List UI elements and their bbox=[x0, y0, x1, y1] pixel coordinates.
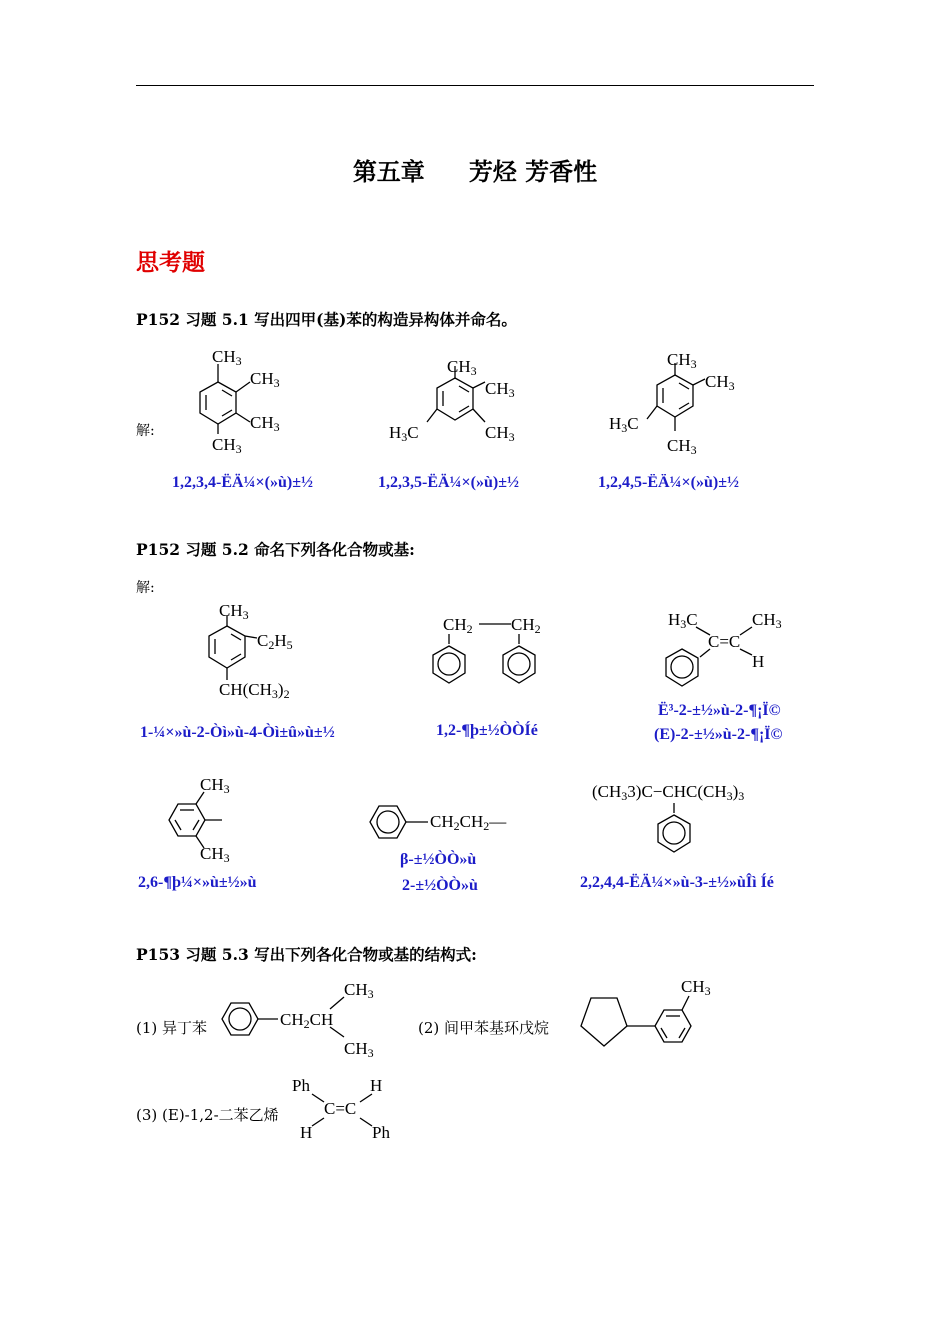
svg-text:CH3: CH3 bbox=[667, 350, 697, 371]
svg-text:CH3: CH3 bbox=[485, 379, 515, 400]
answer-5-2-d: (E)-2-±½»ù-2-¶¡Ï© bbox=[654, 726, 783, 743]
question-5-3-heading: P153 习题 5.3 写出下列各化合物或基的结构式: bbox=[136, 945, 477, 964]
structure-diphenylethane bbox=[425, 610, 560, 690]
svg-text:CH3: CH3 bbox=[212, 435, 242, 456]
svg-text:C=C: C=C bbox=[708, 632, 741, 651]
answer-label-5-1: 解: bbox=[136, 423, 155, 439]
svg-text:CH3: CH3 bbox=[447, 357, 477, 378]
structure-1245-tetramethylbenzene bbox=[605, 345, 765, 460]
answer-5-2-f: β-±½ÒÒ»ù bbox=[400, 851, 477, 868]
structure-e-stilbene bbox=[290, 1072, 400, 1147]
svg-text:CH2: CH2 bbox=[511, 615, 541, 636]
answer-5-2-e: 2,6-¶þ¼×»ù±½»ù bbox=[138, 874, 257, 891]
structure-isobutylbenzene bbox=[218, 975, 388, 1060]
item-5-3-2: (2) 间甲苯基环戊烷 bbox=[418, 1019, 550, 1037]
structure-phenylethyl bbox=[360, 798, 530, 848]
svg-text:H: H bbox=[752, 652, 765, 671]
svg-text:CH3: CH3 bbox=[344, 1039, 374, 1060]
svg-text:CH2CH: CH2CH bbox=[280, 1010, 334, 1031]
svg-text:C2H5: C2H5 bbox=[257, 631, 293, 652]
svg-text:CH3: CH3 bbox=[250, 413, 280, 434]
svg-text:CH3: CH3 bbox=[752, 610, 782, 631]
svg-text:CH3: CH3 bbox=[485, 423, 515, 444]
item-5-3-3: (3) (E)-1,2-二苯乙烯 bbox=[136, 1106, 279, 1124]
answer-5-2-a: 1-¼×»ù-2-Òì»ù-4-Òì±û»ù±½ bbox=[140, 724, 335, 741]
svg-text:CH2CH2—: CH2CH2— bbox=[430, 812, 507, 833]
svg-text:CH3: CH3 bbox=[200, 775, 230, 796]
answer-5-2-g: 2-±½ÒÒ»ù bbox=[402, 877, 478, 894]
svg-text:CH3: CH3 bbox=[200, 844, 230, 865]
svg-text:CH3: CH3 bbox=[219, 601, 249, 622]
item-5-3-1: (1) 异丁苯 bbox=[136, 1019, 208, 1037]
svg-text:CH3: CH3 bbox=[667, 436, 697, 457]
structure-m-tolylcyclopentane bbox=[575, 970, 725, 1065]
answer-5-1-c: 1,2,4,5-ËÄ¼×(»ù)±½ bbox=[598, 474, 740, 491]
svg-text:H3C: H3C bbox=[668, 610, 698, 631]
structure-dimethylphenyl bbox=[150, 770, 260, 870]
answer-5-1-a: 1,2,3,4-ËÄ¼×(»ù)±½ bbox=[172, 474, 314, 491]
svg-text:H: H bbox=[370, 1076, 383, 1095]
chapter-label: 第五章 bbox=[352, 157, 425, 186]
structure-phenylbutene bbox=[658, 605, 793, 695]
question-5-2-heading: P152 习题 5.2 命名下列各化合物或基: bbox=[136, 540, 415, 559]
answer-5-2-c: Ë³-2-±½»ù-2-¶¡Ï© bbox=[658, 702, 781, 719]
svg-text:C=C: C=C bbox=[324, 1099, 357, 1118]
structure-ethyl-isopropyl-toluene bbox=[195, 598, 325, 708]
ch3-label: CH bbox=[212, 347, 236, 366]
svg-text:H3C: H3C bbox=[609, 414, 639, 435]
answer-5-2-b: 1,2-¶þ±½ÒÒÍé bbox=[436, 722, 538, 739]
svg-text:H: H bbox=[300, 1123, 313, 1142]
answer-label-5-2: 解: bbox=[136, 580, 155, 596]
svg-text:Ph: Ph bbox=[372, 1123, 390, 1142]
svg-text:H3C: H3C bbox=[389, 423, 419, 444]
svg-text:CH3: CH3 bbox=[681, 977, 711, 998]
section-title: 思考题 bbox=[136, 249, 205, 276]
svg-text:CH3: CH3 bbox=[212, 347, 242, 368]
chapter-title: 芳烃 芳香性 bbox=[468, 157, 598, 186]
header-rule bbox=[136, 85, 814, 86]
structure-1235-tetramethylbenzene bbox=[385, 352, 545, 452]
structure-tetramethylphenylpentane bbox=[592, 775, 782, 865]
page-title bbox=[0, 152, 950, 187]
svg-text:CH3: CH3 bbox=[250, 369, 280, 390]
answer-5-1-b: 1,2,3,5-ËÄ¼×(»ù)±½ bbox=[378, 474, 520, 491]
svg-text:CH2: CH2 bbox=[443, 615, 473, 636]
svg-text:CH3: CH3 bbox=[344, 980, 374, 1001]
svg-text:CH3: CH3 bbox=[705, 372, 735, 393]
question-5-1-heading: P152 习题 5.1 写出四甲(基)苯的构造异构体并命名。 bbox=[136, 310, 517, 329]
svg-text:CH(CH3)2: CH(CH3)2 bbox=[219, 680, 290, 701]
structure-1234-tetramethylbenzene bbox=[170, 340, 320, 460]
svg-text:Ph: Ph bbox=[292, 1076, 310, 1095]
svg-text:(CH33)C−CHC(CH3)3: (CH33)C−CHC(CH3)3 bbox=[592, 782, 745, 803]
answer-5-2-h: 2,2,4,4-ËÄ¼×»ù-3-±½»ùÎì Íé bbox=[580, 874, 774, 891]
